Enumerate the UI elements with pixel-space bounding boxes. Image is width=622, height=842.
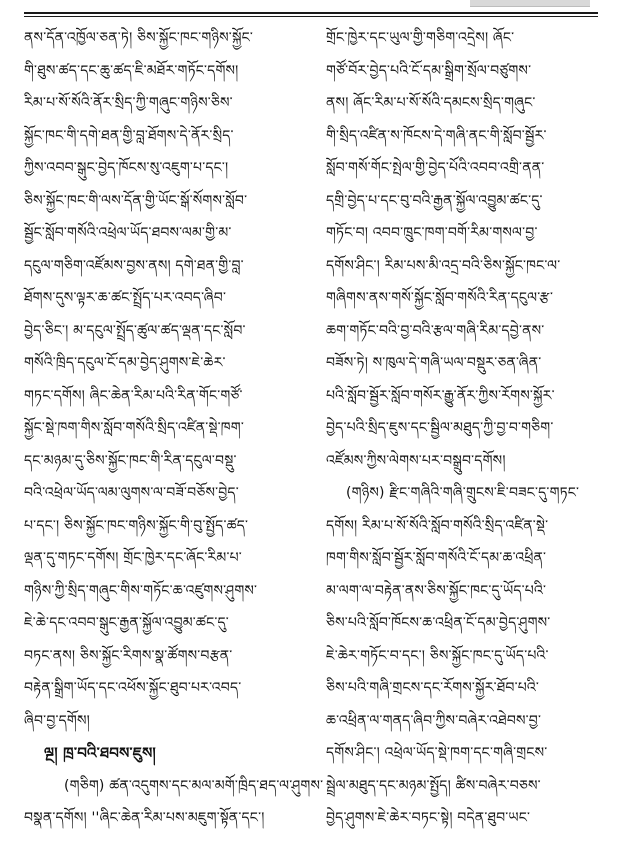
text-line: འཛོམས་ཀྱིས་ལེགས་པར་བསྒྲུབ་དགོས། (326, 452, 506, 469)
text-line: བཏང་ནས། ཅིས་སྐྱོང་རིགས་སྣ་ཚོགས་བརྩན་ (24, 647, 233, 664)
text-line: གཞིགས་ནས་གསོ་སྐྱོང་སློབ་གསོའི་རིན་དངུལ་རྩ་ (326, 290, 554, 306)
page-header-strip (470, 0, 590, 7)
text-line: སྐྱོང་སྡེ་ཁག་གིས་སློབ་གསོའི་སྲིད་འཛིན་སྡེ་ཁག་ (24, 420, 244, 436)
text-line: སྐྱོང་ཁང་གི་དགེ་ཐན་གྱི་བླ་ཐོགས་དེ་ནོར་སྲིད་ (24, 127, 234, 144)
text-line: ཅིས་སྐྱོང་ཁང་གི་ལས་དོན་གྱི་ཡོང་སྒོ་སོགས་སློབ་ (24, 192, 248, 209)
paragraph-opening-line: (གཅིག) ཚན་འདུགས་དང་མལ་མགོ་ཁྲིད་ཐད་ལ་ཤུགས་ (64, 777, 324, 794)
text-line: ནས་དོན་འཁྱོལ་ཅན་ཏེ། ཅིས་སྐྱོང་ཁང་གཉིས་སྐྱོང་ (24, 30, 254, 46)
text-line: དངུལ་གཅིག་འཛོམས་བྱས་ནས། དགེ་ཐན་གྱི་བླ་ (24, 257, 244, 274)
text-line: ཆག་གཏོང་བའི་བྱ་བའི་རྩལ་གཞི་རིམ་དབྱེ་ནས་ (326, 322, 545, 339)
text-line: བཟོས་ཏེ། ས་ཁུལ་དེ་གཞི་ཡལ་བསྡུར་ཅན་ཞིན་ (326, 355, 542, 371)
text-line: ནས། ཞོང་རིམ་པ་སོ་སོའི་དམངས་སྲིད་གཞུང་ (326, 95, 536, 111)
text-line: གྲོང་ཁྱེར་དང་ཡུལ་གྱི་གཅིག་འདྲེས། ཞོང་ (326, 30, 515, 46)
text-line: བའི་འཕྲེལ་ཡོད་ལམ་ལུགས་ལ་བཟོ་བཅོས་བྱེད་ (24, 485, 239, 501)
text-line: མ་ལག་ལ་བརྟེན་ནས་ཅིས་སྐྱོང་ཁང་དུ་ཡོད་པའི་ (326, 582, 547, 599)
text-line: ཁག་གིས་སློབ་སྦྱོར་སློབ་གསོའི་ངོ་དམ་ཆ་འཕྲིན་ (326, 550, 547, 566)
text-line: སྦྲེལ་མཐུད་དང་མཉམ་སྤྱོད། ཚིས་བཞེར་བཅས་ (326, 777, 541, 794)
section-heading: ལྔ། ཁྲ་བའི་ཐབས་ཇུས། (44, 744, 156, 762)
text-line: ཅིས་པའི་སློབ་ཁོངས་ཆ་འཕྲིན་ངོ་དམ་བྱེད་ཤུགས་ (326, 615, 551, 631)
text-line: ཀྱིས་འབབ་སྒུང་བྱེད་ཁོངས་སུ་འཇུག་པ་དང་། (24, 160, 229, 176)
text-line: གསོའི་ཁྲིད་དངུལ་ངོ་དམ་བྱེད་ཤུགས་ཇེ་ཆེར་ (24, 355, 226, 371)
right-column (326, 22, 598, 835)
text-line: དགྲི་བྱེད་པ་དང་བུ་བའི་རྒྱན་སྐྱོལ་འབྱུམ་ཚང་དུ་ (326, 192, 543, 209)
subsection-heading: (གཉིས) རྫིང་གཞིའི་གཞི་གྲུངས་ཇི་བཟང་དུ་གཏང་ (346, 485, 580, 501)
text-line: ལྡན་དུ་གཏང་དགོས། གྲོང་ཁྱེར་དང་ཞོང་རིམ་པ་ (24, 550, 242, 566)
text-line: དགོས་ཤིང་། འཕྲེལ་ཡོད་སྡེ་ཁག་དང་གཞི་གྲངས་ (326, 745, 548, 761)
text-line: དགོས་ཤིང་། རིམ་པས་མི་འདྲ་བའི་ཅིས་སྐྱོང་ཁང་ལ་ (326, 257, 561, 274)
text-line: གཉིས་ཀྱི་སྲིད་གཞུང་གིས་གཏོང་ཆ་འཛུགས་ཤུགས་ (24, 582, 258, 599)
header-rule-secondary (24, 16, 598, 17)
text-line: པ་དང་། ཅིས་སྐྱོང་ཁང་གཉིས་སྐྱོང་གི་བུ་སྤྱོད་ཚད་ (24, 517, 249, 534)
text-line: བྱེད་ཅིང་། མ་དངུལ་སྤྲོད་ཚུལ་ཚད་ལྡན་དང་སློབ་ (24, 322, 246, 339)
text-line: དང་མཉམ་དུ་ཅིས་སྐྱོང་ཁང་གི་རིན་དངུལ་བསྡུ་ (24, 452, 237, 469)
text-line: ཇེ་ཆེ་དང་འབབ་སྒུང་རྒྱན་སྐྱོལ་འབྱུམ་ཚང་དུ་ (24, 615, 229, 631)
left-column (24, 22, 324, 835)
text-line: ཇེ་ཆེར་གཏོང་བ་དང་། ཅིས་སྐྱོང་ཁང་དུ་ཡོད་པའི་ (326, 647, 549, 664)
text-line: གཙོ་བོར་བྱེད་པའི་ངོ་དམ་སྒྲིག་སྲོལ་བཙུགས་ (326, 62, 532, 79)
text-line: སློབ་གསོ་གོང་སྤེལ་གྱི་བྱེད་པོའི་འབབ་འགྲི་ནན་ (326, 160, 545, 176)
text-line: སྦྱོང་སློབ་གསོའི་འཕྲེལ་ཡོད་ཐབས་ལམ་གྱི་མ་ (24, 225, 232, 241)
text-line: གཏང་དགོས། ཞིང་ཆེན་རིམ་པའི་རིན་གོང་གཙོ་ (24, 387, 243, 404)
text-line: བསྣན་དགོས། ''ཞིང་ཆེན་རིམ་པས་མཇུག་སྟོན་དང་། (24, 810, 265, 826)
text-line: ཆ་འཕྲིན་ལ་གནད་ཞིབ་ཀྱིས་བཞེར་འཐེབས་བྱ་ (326, 712, 542, 729)
text-line: ཅིས་པའི་གཞི་གྲངས་དང་རོགས་སྐྱོར་ཐོབ་པའི་ (326, 680, 540, 696)
text-line: བྱེད་ཤུགས་ཇེ་ཆེར་བཏང་སྟེ། བདེན་ཐུབ་ཡང་ (326, 810, 531, 826)
text-line: གཏོང་བ། འབབ་ཁྲུང་ཁག་བགོ་རིམ་གསལ་བྱ་ (326, 225, 538, 241)
text-line: པའི་སློབ་སྦྱོར་སློབ་གསོར་རྒྱུ་ནོར་ཀྱིས་རོགས་སྐྱོར་ (326, 387, 555, 404)
text-line: བྱེད་པའི་སྲིད་ཇུས་དང་སྦྱིལ་མཐུད་ཀྱི་བྱ་བ་གཅིག་ (326, 420, 554, 436)
header-rule (24, 12, 598, 14)
text-line: རིམ་པ་སོ་སོའི་ནོར་སྲིད་ཀྱི་གཞུང་གཉིས་ཅིས་ (24, 95, 233, 111)
text-line: གི་སྲིད་འཛིན་ས་ཁོངས་དེ་གཞི་ནང་གི་སློབ་སྦྱོར་ (326, 127, 547, 144)
text-line: གི་ཐུས་ཚད་དང་ཆུ་ཚད་ཇི་མཐོར་གཏོང་དགོས། (24, 62, 239, 79)
text-line: ཞིབ་བྱ་དགོས། (24, 712, 90, 729)
text-line: བརྟེན་སྒྲིག་ཡོད་དང་འཕོས་སྐྱོང་ཐུབ་པར་འབད་ (24, 680, 242, 696)
text-line: དགོས། རིམ་པ་སོ་སོའི་སློབ་གསོའི་སྲིད་འཛིན་སྡེ་ (326, 517, 549, 534)
text-line: ཐོགས་དུས་ལྟར་ཆ་ཚང་སྤྲོད་པར་འབད་ཞིབ་ (24, 290, 227, 306)
